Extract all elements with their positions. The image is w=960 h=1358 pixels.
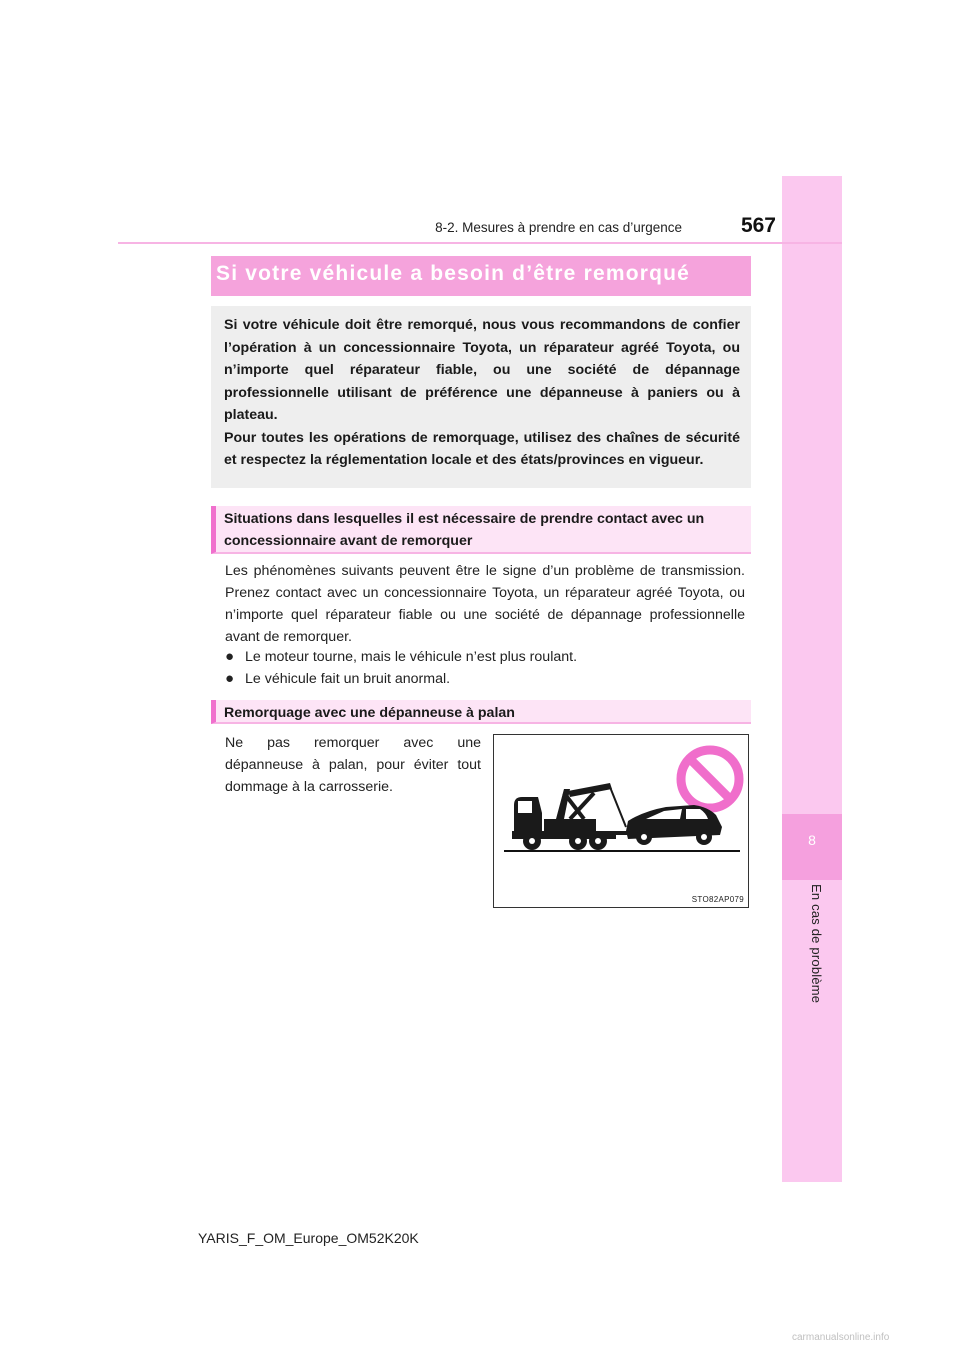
page-number: 567 [740, 214, 776, 237]
figure-code: STO82AP079 [691, 895, 744, 904]
intro-paragraph-2: Pour toutes les opérations de remorquage, utilisez des chaînes de sécurité et respectez la réglementation locale et des états/provinces en vigueur. [224, 429, 740, 468]
list-item-text: Le véhicule fait un bruit anormal. [245, 671, 451, 687]
watermark: carmanualsonline.info [792, 1332, 890, 1343]
list-item-text: Le moteur tourne, mais le véhicule n’est plus roulant. [245, 649, 578, 665]
chapter-number: 8 [808, 832, 816, 848]
intro-text [224, 314, 740, 472]
manual-id: YARIS_F_OM_Europe_OM52K20K [198, 1230, 419, 1246]
chapter-label: En cas de problème [809, 884, 824, 1004]
section-heading-text: Situations dans lesquelles il est nécessaire de prendre contact avec un concessionnaire avant de remorquer [224, 511, 705, 549]
section-heading-wheel-lift [211, 700, 751, 724]
header-divider [118, 242, 842, 244]
bullet-icon: ● [225, 648, 235, 665]
section-reference: 8-2. Mesures à prendre en cas d’urgence [435, 220, 682, 235]
tow-truck-icon [512, 783, 634, 850]
prohibition-icon [681, 750, 739, 808]
section-heading-dealer-contact [211, 506, 751, 554]
tow-truck-illustration [493, 734, 749, 908]
section-body-text: Ne pas remorquer avec une dépanneuse à palan, pour éviter tout dommage à la carrosserie. [225, 735, 481, 795]
tow-truck-drawing [494, 735, 750, 909]
car-icon [626, 805, 722, 845]
intro-paragraph-1: Si votre véhicule doit être remorqué, nous vous recommandons de confier l’opération à un concessionnaire Toyota, un réparateur agréé Toyota, ou n’importe quel réparateur fiable, ou une société de dépannage professionnelle utilisant de préférence une dépanneuse à paniers ou à plateau. [224, 317, 740, 423]
section-body-text: Les phénomènes suivants peuvent être le signe d’un problème de transmission. Prenez contact avec un concessionnaire Toyota, un réparateur agréé Toyota, ou n’importe quel réparateur fiable ou une société de dépannage professionnelle avant de remorquer. [225, 563, 745, 645]
list-item [225, 646, 745, 668]
page-title: Si votre véhicule a besoin d’être remorqué [216, 262, 691, 285]
list-item [225, 668, 745, 690]
section-heading-text: Remorquage avec une dépanneuse à palan [224, 705, 515, 721]
bullet-icon: ● [225, 670, 235, 687]
